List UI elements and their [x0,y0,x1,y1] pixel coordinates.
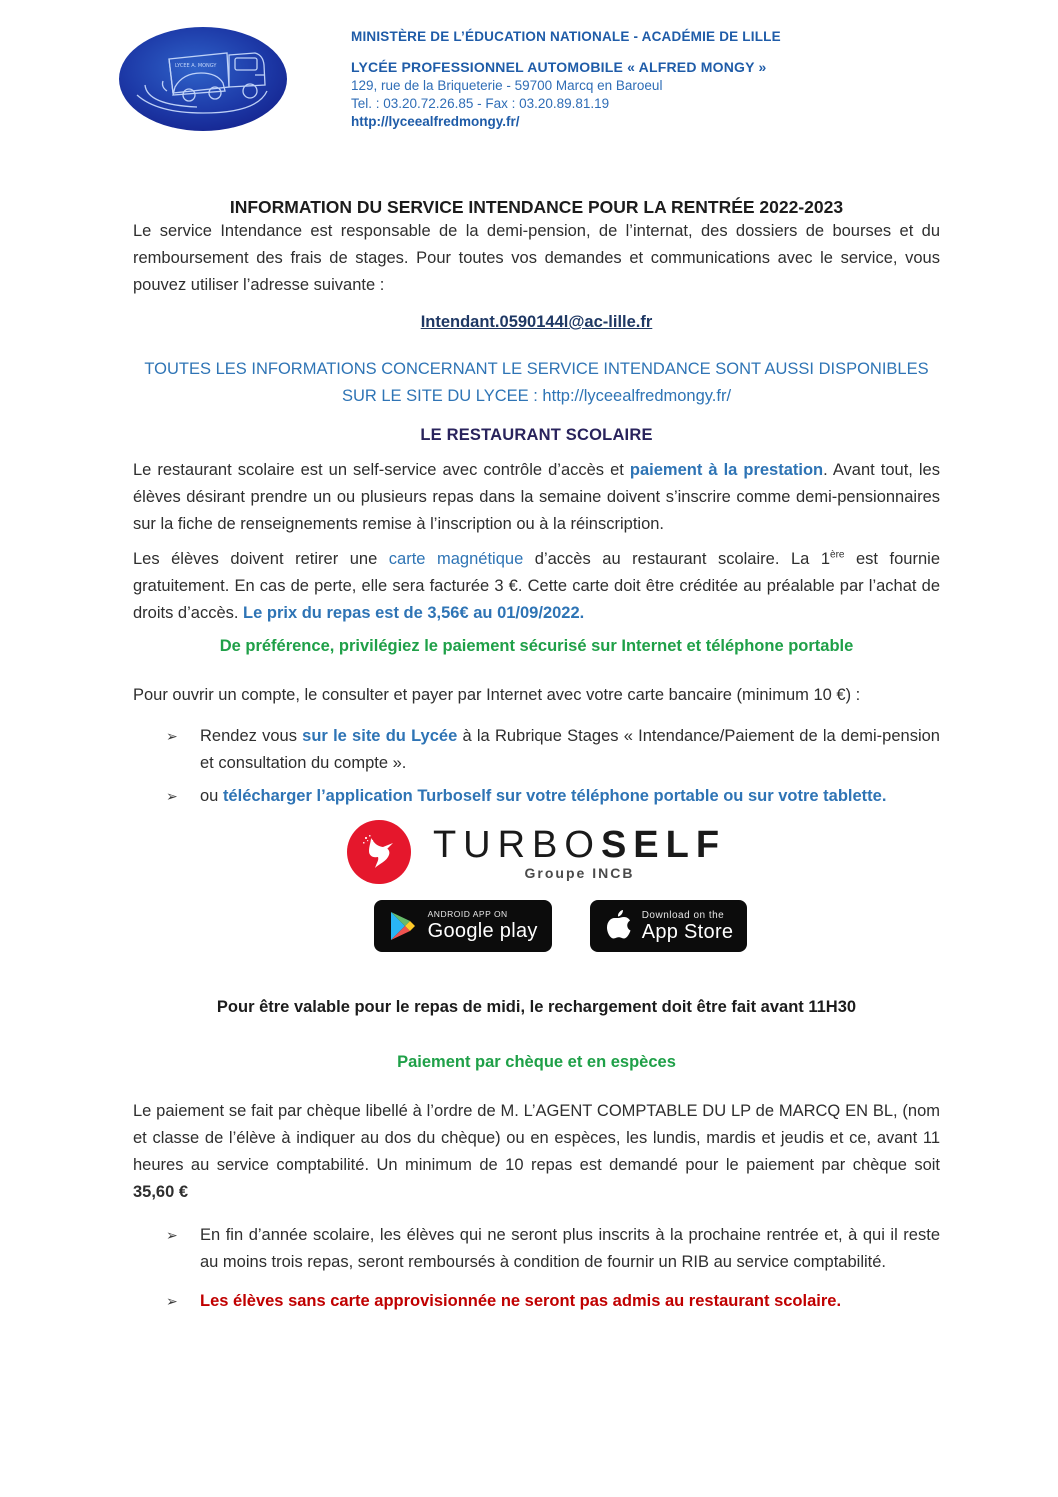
info-banner: TOUTES LES INFORMATIONS CONCERNANT LE SERVICE INTENDANCE SONT AUSSI DISPONIBLES SUR LE SITE DU LYCEE : http://lyceealfredmongy.fr/ [144,360,929,405]
truck-logo-icon [117,25,289,137]
brand-self: SELF [600,823,727,866]
restaurant-paragraph-2 [133,546,940,627]
svg-text:LYCEE A. MONGY: LYCEE A. MONGY [175,63,217,69]
text-run: Le restaurant scolaire est un self-service avec contrôle d’accès et [133,461,630,479]
google-play-badge[interactable] [374,900,552,952]
school-telfax: Tel. : 03.20.72.26.85 - Fax : 03.20.89.81.19 [351,96,610,111]
payment-options-list [133,723,940,810]
highlight-carte-magnetique: carte magnétique [388,550,524,568]
text-run: Le paiement se fait par chèque libellé à l’ordre de M. L’AGENT COMPTABLE DU LP de MARCQ EN BL, (nom et classe de l’élève à indiquer au dos du chèque) ou en espèces, les lundis, mardis et jeudis et ce, avant 11 heures au service comptabilité. Un minimum de 10 repas est demandé pour le paiement par chèque soit [133,1102,940,1174]
app-store-badge[interactable] [590,900,748,952]
school-name: LYCÉE PROFESSIONNEL AUTOMOBILE « ALFRED MONGY » [351,59,767,75]
warning-text: Les élèves sans carte approvisionnée ne seront pas admis au restaurant scolaire. [200,1292,842,1310]
arrow-bullet-icon: ➢ [166,728,178,744]
turboself-group: Groupe INCB [524,864,635,881]
intro-paragraph: Le service Intendance est responsable de la demi-pension, de l’internat, des dossiers de bourses et du remboursement des frais de stages. Pour toutes vos demandes et communications avec le service, vous pouvez utiliser l’adresse suivante : [133,222,940,294]
arrow-bullet-icon: ➢ [166,1227,178,1243]
badge-main-text: Google play [427,919,538,942]
highlight-montant-cheque: 35,60 € [133,1183,189,1201]
badge-small-text: ANDROID APP ON [427,909,508,920]
open-account-paragraph: Pour ouvrir un compte, le consulter et payer par Internet avec votre carte bancaire (minimum 10 €) : [133,686,861,704]
letterhead [133,0,940,137]
text-run: à la Rubrique Stages « Intendance/Paiement de la demi-pension et consultation du compte ». [200,727,940,772]
school-website-link[interactable]: http://lyceealfredmongy.fr/ [351,114,520,129]
list-item-warning [133,1288,940,1315]
text-run: est fournie gratuitement. En cas de perte, elle sera facturée 3 €. Cette carte doit être créditée au préalable par l’achat de droits d’accès. [133,550,940,622]
deadline-line: Pour être valable pour le repas de midi, le rechargement doit être fait avant 11H30 [216,998,857,1016]
list-item [133,783,940,810]
turboself-logo [133,820,940,884]
ordinal-superscript: ère [830,549,845,561]
restaurant-paragraph-1 [133,457,940,538]
ministry-line: MINISTÈRE DE L’ÉDUCATION NATIONALE - ACADÉMIE DE LILLE [351,29,781,44]
list-item [133,723,940,777]
highlight-app-turboself: télécharger l’application Turboself sur votre téléphone portable ou sur votre tablette. [222,787,887,805]
text-run: . Avant tout, les élèves désirant prendre un ou plusieurs repas dans la semaine doivent s’inscrire comme demi-pensionnaires sur la fiche de renseignements remise à l’inscription ou à la réinscription. [133,461,940,533]
badge-small-text: Download on the [641,909,725,921]
intendance-email-link[interactable]: Intendant.0590144l@ac-lille.fr [420,313,653,331]
highlight-paiement-prestation: paiement à la prestation [629,461,824,479]
badge-main-text: App Store [641,920,734,943]
turboself-wordmark [433,824,726,867]
text-run: ou [200,787,223,805]
school-logo [117,25,289,137]
section-heading-restaurant: LE RESTAURANT SCOLAIRE [420,426,653,444]
school-address: 129, rue de la Briqueterie - 59700 Marcq en Baroeul [351,78,663,93]
hummingbird-icon [347,820,411,884]
apple-icon [604,909,632,943]
text-run: d’accès au restaurant scolaire. La 1 [523,550,831,568]
page-title: INFORMATION DU SERVICE INTENDANCE POUR LA RENTRÉE 2022-2023 [229,197,844,217]
text-run: En fin d’année scolaire, les élèves qui ne seront plus inscrits à la prochaine rentrée et, à qui il reste au moins trois repas, seront remboursés à condition de fournir un RIB au service comptabilité. [200,1226,940,1271]
play-triangle-icon [388,910,418,942]
store-badges [157,900,964,952]
green-advice-line: De préférence, privilégiez le paiement sécurisé sur Internet et téléphone portable [219,637,854,655]
cheque-paragraph [133,1098,940,1206]
arrow-bullet-icon: ➢ [166,788,178,804]
cheque-notes-list [133,1222,940,1315]
text-run: Les élèves doivent retirer une [133,550,389,568]
list-item [133,1222,940,1276]
arrow-bullet-icon: ➢ [166,1293,178,1309]
highlight-site-lycee: sur le site du Lycée [302,727,458,745]
text-run: Rendez vous [200,727,303,745]
brand-turbo: TURBO [432,823,601,866]
highlight-prix-repas: Le prix du repas est de 3,56€ au 01/09/2022. [243,604,585,622]
section-heading-cheque: Paiement par chèque et en espèces [397,1053,676,1071]
